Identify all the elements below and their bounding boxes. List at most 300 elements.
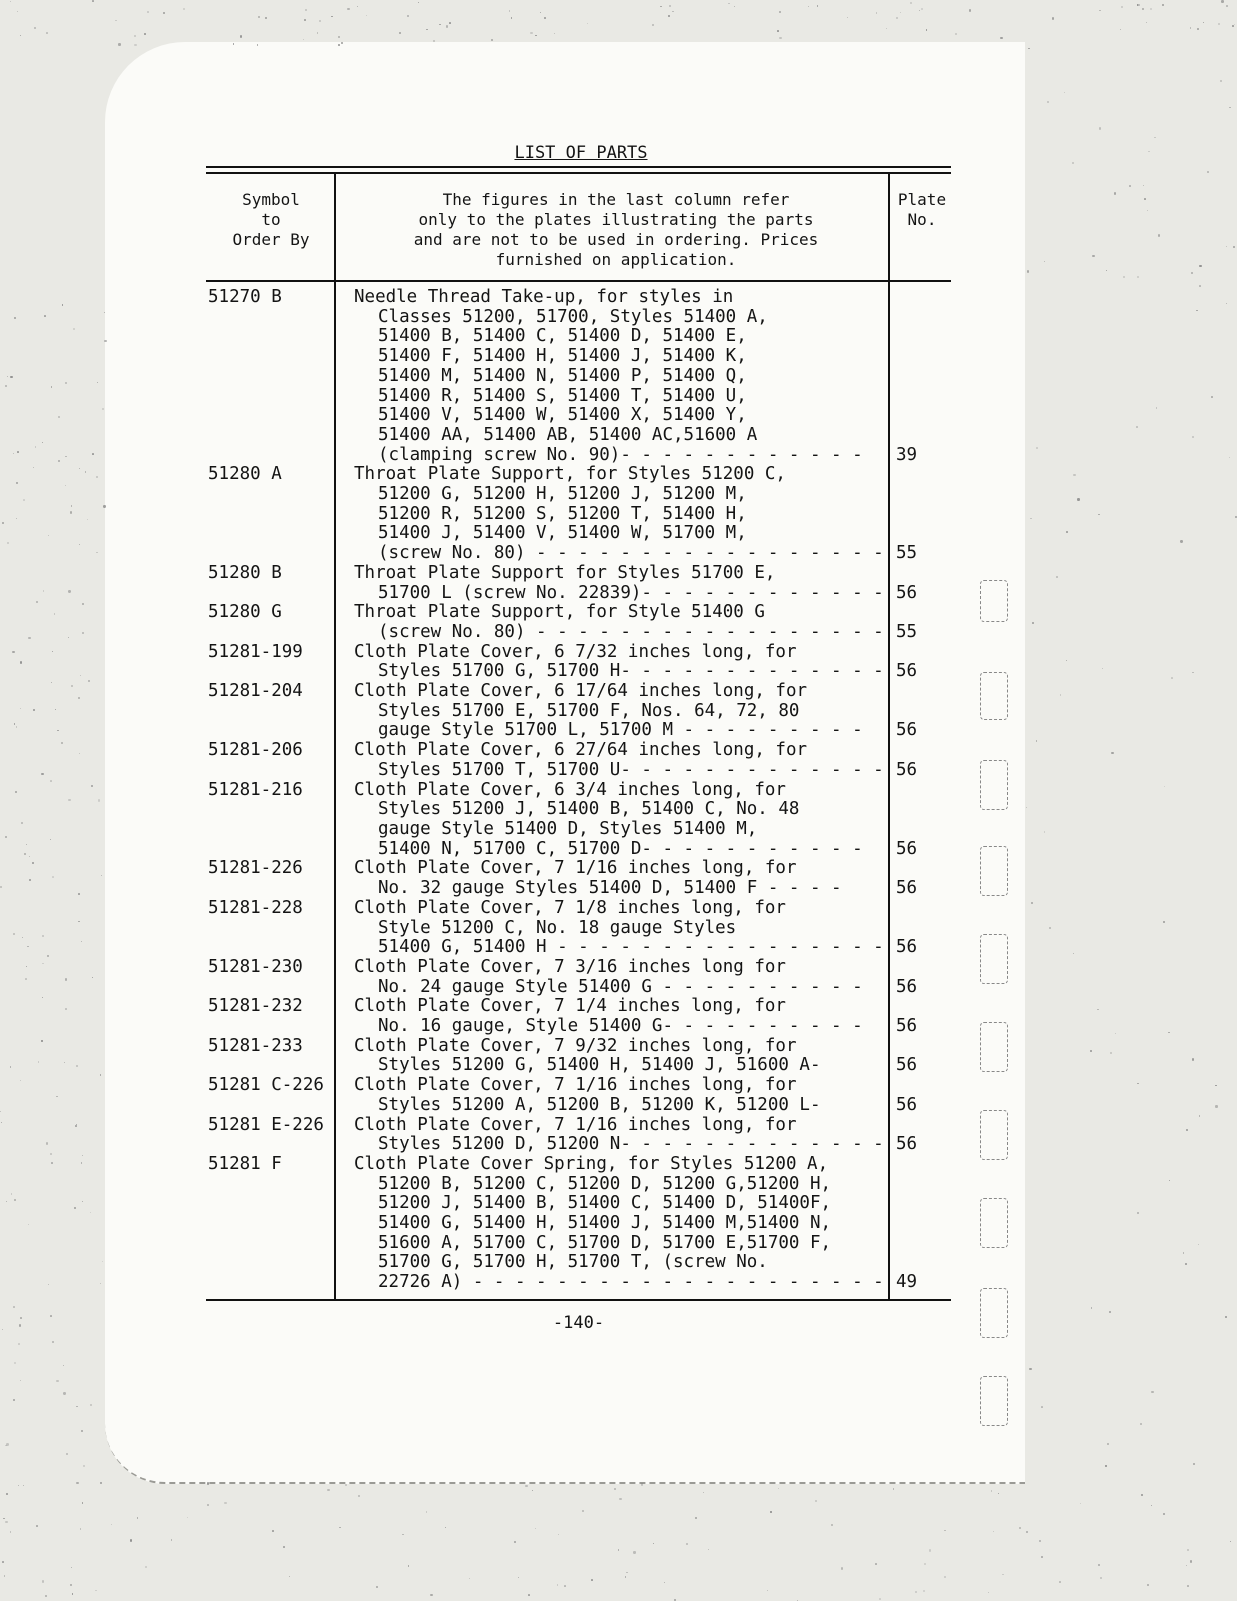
description-line: Cloth Plate Cover, 7 9/32 inches long, for — [354, 1036, 797, 1056]
scan-speck — [17, 11, 18, 12]
scan-speck — [76, 1065, 78, 1067]
scan-speck — [1049, 927, 1051, 929]
description-line: 51600 A, 51700 C, 51700 D, 51700 E,51700 F, — [378, 1233, 832, 1253]
plate-number: 56 — [896, 720, 918, 741]
part-symbol: 51280 G — [208, 602, 282, 623]
description-line: 51400 G, 51400 H, 51400 J, 51400 M,51400 N, — [378, 1214, 832, 1234]
bottom-rule — [206, 1299, 951, 1301]
table-row — [206, 1155, 951, 1293]
page-title: LIST OF PARTS — [514, 143, 648, 163]
scan-speck — [78, 893, 80, 895]
table-row — [206, 1076, 951, 1115]
scan-speck — [42, 442, 43, 443]
scan-speck — [944, 1530, 946, 1532]
scan-speck — [33, 709, 35, 711]
scan-speck — [535, 1528, 536, 1529]
scan-speck — [5, 1521, 7, 1523]
scan-speck — [1109, 1311, 1111, 1313]
scan-speck — [1203, 22, 1204, 23]
scan-speck — [224, 1502, 226, 1504]
scan-speck — [625, 1576, 627, 1578]
scan-speck — [13, 1306, 15, 1308]
scan-speck — [183, 8, 185, 10]
scan-speck — [23, 499, 25, 501]
scan-speck — [633, 1551, 635, 1553]
scan-speck — [1032, 622, 1033, 623]
part-symbol: 51281 E-226 — [208, 1114, 324, 1135]
scan-speck — [1146, 22, 1147, 23]
scan-speck — [1151, 1391, 1153, 1393]
table-header — [206, 174, 951, 282]
scan-speck — [591, 1579, 593, 1581]
scan-speck — [14, 317, 16, 319]
scan-speck — [100, 1074, 101, 1075]
scan-speck — [779, 11, 781, 13]
description-line: 51400 F, 51400 H, 51400 J, 51400 K, — [378, 347, 747, 367]
scan-speck — [145, 1566, 147, 1568]
scan-speck — [58, 460, 60, 462]
scan-speck — [65, 978, 67, 980]
scan-speck — [36, 1525, 38, 1527]
part-description — [344, 997, 890, 1036]
scan-speck — [1027, 270, 1029, 272]
scan-speck — [14, 1362, 16, 1364]
scan-speck — [134, 44, 136, 46]
scan-speck — [88, 680, 90, 682]
scan-speck — [1199, 285, 1201, 287]
scan-speck — [18, 1343, 20, 1345]
scan-speck — [25, 978, 27, 980]
scan-speck — [147, 11, 149, 13]
scan-speck — [187, 1517, 188, 1518]
part-description — [344, 643, 890, 682]
scan-speck — [1190, 1560, 1192, 1562]
plate-number: 56 — [896, 661, 918, 682]
scan-speck — [1192, 672, 1194, 674]
scan-speck — [1141, 1494, 1143, 1496]
description-line: Cloth Plate Cover, 7 3/16 inches long for — [354, 957, 786, 977]
scan-speck — [339, 1527, 341, 1529]
scan-speck — [20, 1080, 21, 1081]
scan-speck — [1183, 1252, 1185, 1254]
description-line: Styles 51700 G, 51700 H- - - - - - - - - - - - - — [378, 662, 884, 682]
scan-speck — [16, 726, 17, 727]
scan-speck — [1226, 5, 1228, 7]
scan-speck — [33, 467, 34, 468]
scan-speck — [514, 1541, 516, 1543]
scan-speck — [728, 3, 729, 4]
scan-speck — [81, 1430, 83, 1432]
scan-speck — [64, 1062, 65, 1063]
scan-speck — [13, 1399, 15, 1401]
scan-speck — [587, 23, 588, 24]
scan-speck — [469, 1578, 470, 1579]
plate-number: 56 — [896, 1094, 918, 1115]
scan-speck — [62, 304, 63, 305]
scan-speck — [71, 505, 73, 507]
description-line: Cloth Plate Cover, 6 3/4 inches long, for — [354, 780, 786, 800]
description-line: Classes 51200, 51700, Styles 51400 A, — [378, 307, 768, 327]
plate-cell — [890, 564, 950, 603]
scan-speck — [54, 613, 55, 614]
scan-speck — [695, 1517, 697, 1519]
top-rule — [206, 166, 951, 168]
scan-speck — [14, 723, 16, 725]
scan-speck — [6, 1493, 8, 1495]
scan-speck — [1060, 694, 1061, 695]
scan-speck — [20, 708, 21, 709]
scan-speck — [1129, 185, 1131, 187]
scan-speck — [1154, 137, 1156, 139]
scan-speck — [17, 451, 19, 453]
description-line: Styles 51700 E, 51700 F, Nos. 64, 72, 80 — [378, 701, 800, 721]
part-symbol: 51281-232 — [208, 996, 303, 1017]
plate-cell — [890, 859, 950, 898]
scan-speck — [1064, 92, 1065, 93]
scan-speck — [511, 17, 512, 18]
scan-speck — [1029, 1368, 1031, 1370]
scan-speck — [535, 35, 536, 36]
table-row — [206, 643, 951, 682]
plate-cell — [890, 1116, 950, 1155]
scan-speck — [626, 1572, 627, 1573]
part-description — [344, 1037, 890, 1076]
scan-speck — [102, 1261, 103, 1262]
scan-speck — [20, 1317, 22, 1319]
scan-speck — [1234, 24, 1235, 25]
scan-speck — [41, 1040, 42, 1041]
scan-speck — [3, 1518, 4, 1519]
scan-speck — [41, 773, 43, 775]
scan-speck — [1186, 1565, 1187, 1566]
table-row — [206, 603, 951, 642]
scan-speck — [115, 20, 117, 22]
scan-speck — [1226, 246, 1227, 247]
scan-speck — [1066, 531, 1068, 533]
scan-speck — [68, 637, 69, 638]
scan-speck — [445, 1527, 446, 1528]
plate-number: 56 — [896, 937, 918, 958]
binder-tab — [980, 1110, 1008, 1160]
scan-speck — [528, 1594, 530, 1596]
scan-speck — [52, 651, 53, 652]
scan-speck — [558, 1534, 559, 1535]
scan-speck — [708, 1549, 709, 1550]
scan-speck — [2, 1329, 3, 1330]
scan-speck — [72, 1593, 73, 1594]
scan-speck — [1052, 17, 1054, 19]
scan-speck — [910, 2, 912, 4]
scan-speck — [82, 1155, 83, 1156]
scan-speck — [876, 12, 878, 14]
scan-speck — [1031, 902, 1033, 904]
scan-speck — [433, 40, 435, 42]
scan-speck — [97, 382, 98, 383]
scan-speck — [91, 785, 93, 787]
scan-speck — [408, 1565, 410, 1567]
scan-speck — [1044, 831, 1045, 832]
scan-speck — [1164, 786, 1165, 787]
scan-speck — [45, 1595, 47, 1597]
description-line: 51700 G, 51700 H, 51700 T, (screw No. — [378, 1253, 768, 1273]
scan-speck — [1168, 1032, 1170, 1034]
scan-speck — [418, 2, 419, 3]
scan-speck — [1226, 303, 1228, 305]
plate-cell — [890, 1155, 950, 1293]
scan-speck — [660, 6, 661, 7]
scan-speck — [28, 1224, 29, 1225]
scan-speck — [1233, 246, 1235, 248]
scan-speck — [357, 6, 358, 7]
plate-number: 56 — [896, 759, 918, 780]
scan-speck — [778, 1488, 779, 1489]
plate-cell — [890, 781, 950, 860]
scan-speck — [46, 32, 48, 34]
scan-speck — [102, 408, 104, 410]
plate-number: 56 — [896, 582, 918, 603]
scan-speck — [51, 386, 52, 387]
scan-speck — [78, 697, 80, 699]
scan-speck — [317, 32, 319, 34]
scan-speck — [32, 862, 34, 864]
scan-speck — [104, 340, 106, 342]
plate-cell — [890, 682, 950, 741]
description-line: Throat Plate Support, for Style 51400 G — [354, 603, 765, 623]
plate-number: 56 — [896, 838, 918, 859]
scan-speck — [27, 946, 29, 948]
scan-speck — [532, 1490, 533, 1491]
plate-cell — [890, 997, 950, 1036]
binder-tab — [980, 846, 1008, 896]
scan-speck — [439, 24, 441, 26]
scan-speck — [85, 471, 87, 473]
description-line: 51200 B, 51200 C, 51200 D, 51200 G,51200 H, — [378, 1174, 832, 1194]
scan-speck — [51, 682, 52, 683]
plate-number: 55 — [896, 543, 918, 564]
scan-speck — [341, 42, 343, 44]
scan-speck — [1002, 1574, 1003, 1575]
scan-speck — [16, 482, 17, 483]
part-symbol: 51281-216 — [208, 779, 303, 800]
scan-speck — [2, 522, 4, 524]
table-row — [206, 564, 951, 603]
description-line: 51400 G, 51400 H - - - - - - - - - - - - - - - - — [378, 938, 884, 958]
scan-speck — [50, 839, 51, 840]
scan-speck — [929, 1549, 931, 1551]
scan-speck — [1225, 1316, 1226, 1317]
scan-speck — [96, 552, 97, 553]
scan-speck — [1198, 1244, 1199, 1245]
scan-speck — [95, 1590, 96, 1591]
scan-speck — [518, 1577, 519, 1578]
scan-speck — [1207, 171, 1209, 173]
table-row — [206, 682, 951, 741]
scan-speck — [82, 632, 84, 634]
description-line: No. 24 gauge Style 51400 G - - - - - - - - - - — [378, 977, 863, 997]
scan-speck — [265, 17, 267, 19]
description-line: 51400 N, 51700 C, 51700 D- - - - - - - - - - - — [378, 839, 863, 859]
scan-speck — [1105, 1465, 1106, 1466]
scan-speck — [56, 1380, 58, 1382]
scan-speck — [1028, 48, 1030, 50]
scan-speck — [82, 603, 84, 605]
plate-number: 49 — [896, 1272, 918, 1293]
scan-speck — [1000, 37, 1002, 39]
scan-speck — [407, 15, 409, 17]
page-number: -140- — [552, 1312, 605, 1333]
scan-speck — [841, 1567, 843, 1569]
scan-speck — [1115, 1033, 1116, 1034]
part-description — [344, 859, 890, 898]
scan-speck — [402, 1534, 404, 1536]
binder-tab — [980, 1288, 1008, 1338]
scan-speck — [770, 1511, 771, 1512]
scan-speck — [20, 35, 22, 37]
part-symbol: 51280 B — [208, 562, 282, 583]
description-line: gauge Style 51400 D, Styles 51400 M, — [378, 819, 758, 839]
description-line: 51400 B, 51400 C, 51400 D, 51400 E, — [378, 327, 747, 347]
scan-speck — [82, 1201, 83, 1202]
scan-speck — [34, 27, 35, 28]
scan-speck — [779, 37, 781, 39]
scan-speck — [68, 590, 70, 592]
description-line: Cloth Plate Cover, 6 7/32 inches long, for — [354, 642, 797, 662]
scan-speck — [767, 1590, 768, 1591]
description-line: Styles 51700 T, 51700 U- - - - - - - - - - - - - — [378, 760, 884, 780]
description-line: Throat Plate Support for Styles 51700 E, — [354, 563, 776, 583]
scan-speck — [1026, 1531, 1028, 1533]
scan-speck — [1199, 265, 1201, 267]
binder-tab — [980, 1198, 1008, 1248]
scan-speck — [664, 1582, 665, 1583]
scan-speck — [50, 780, 52, 782]
scan-speck — [10, 1531, 12, 1533]
description-line: 51400 M, 51400 N, 51400 P, 51400 Q, — [378, 366, 747, 386]
scan-speck — [875, 1563, 877, 1565]
scan-speck — [207, 1504, 209, 1506]
scan-speck — [6, 1201, 7, 1202]
scan-speck — [777, 30, 779, 32]
scan-speck — [1186, 1129, 1188, 1131]
part-symbol: 51281-228 — [208, 897, 303, 918]
scan-speck — [554, 33, 555, 34]
scan-speck — [46, 1142, 48, 1144]
scan-speck — [923, 1590, 925, 1592]
scan-speck — [641, 1483, 643, 1485]
description-line: Cloth Plate Cover, 6 17/64 inches long, for — [354, 682, 808, 702]
scan-speck — [619, 1498, 621, 1500]
scan-speck — [65, 485, 66, 486]
part-symbol: 51281-226 — [208, 858, 303, 879]
binder-tab — [980, 672, 1008, 720]
scan-speck — [1110, 1052, 1112, 1054]
table-body — [206, 282, 951, 1299]
scan-speck — [21, 822, 23, 824]
scan-speck — [71, 1567, 72, 1568]
description-line: Throat Plate Support, for Styles 51200 C, — [354, 465, 786, 485]
scan-speck — [652, 24, 654, 26]
part-description — [344, 564, 890, 603]
scan-speck — [23, 1485, 24, 1486]
scan-speck — [63, 1392, 65, 1394]
scan-speck — [55, 709, 56, 710]
scan-speck — [1171, 677, 1173, 679]
scan-speck — [171, 1539, 172, 1540]
scan-speck — [1072, 162, 1074, 164]
scan-speck — [20, 661, 22, 663]
scan-speck — [1191, 272, 1193, 274]
scan-speck — [5, 385, 7, 387]
scan-speck — [96, 476, 98, 478]
part-description — [344, 741, 890, 780]
scan-speck — [319, 20, 320, 21]
part-description — [344, 899, 890, 958]
scan-speck — [831, 1524, 833, 1526]
scan-speck — [7, 542, 8, 543]
scan-speck — [1047, 101, 1049, 103]
scan-speck — [1197, 28, 1199, 30]
scan-speck — [886, 28, 887, 29]
description-line: 51400 AA, 51400 AB, 51400 AC,51600 A — [378, 425, 758, 445]
scan-speck — [70, 1584, 71, 1585]
plate-cell — [890, 465, 950, 564]
scan-speck — [42, 1580, 44, 1582]
scan-speck — [1123, 276, 1125, 278]
scan-speck — [4, 1575, 6, 1577]
scan-speck — [75, 1125, 77, 1127]
scan-speck — [815, 1500, 817, 1502]
scan-speck — [81, 941, 82, 942]
scan-speck — [1073, 474, 1075, 476]
scan-speck — [103, 505, 105, 507]
binder-tab — [980, 580, 1008, 622]
part-symbol: 51270 B — [208, 287, 282, 307]
scan-speck — [51, 1162, 53, 1164]
scan-speck — [29, 856, 30, 857]
binder-tab — [980, 760, 1008, 810]
table-row — [206, 1116, 951, 1155]
scan-speck — [1180, 540, 1182, 542]
part-symbol: 51281-204 — [208, 681, 303, 702]
scan-speck — [1111, 752, 1113, 754]
plate-cell — [890, 643, 950, 682]
scan-speck — [71, 685, 73, 687]
scan-speck — [0, 886, 2, 888]
scan-speck — [1218, 23, 1220, 25]
scan-speck — [1036, 447, 1038, 449]
binder-tab — [980, 934, 1008, 984]
scan-speck — [80, 675, 81, 676]
scan-speck — [1030, 518, 1032, 520]
plate-cell — [890, 958, 950, 997]
scan-speck — [426, 29, 428, 31]
scan-speck — [530, 32, 532, 34]
scan-speck — [29, 879, 31, 881]
scan-speck — [1199, 1115, 1201, 1117]
scan-speck — [1066, 660, 1067, 661]
scan-speck — [672, 11, 673, 12]
scan-speck — [18, 1485, 19, 1486]
scan-speck — [98, 799, 100, 801]
scan-speck — [43, 590, 45, 592]
scan-speck — [509, 10, 510, 11]
scan-speck — [10, 376, 12, 378]
scan-speck — [1097, 1009, 1098, 1010]
scan-speck — [1185, 1263, 1187, 1265]
part-description — [344, 682, 890, 741]
scan-speck — [1121, 6, 1123, 8]
scan-speck — [7, 376, 9, 378]
